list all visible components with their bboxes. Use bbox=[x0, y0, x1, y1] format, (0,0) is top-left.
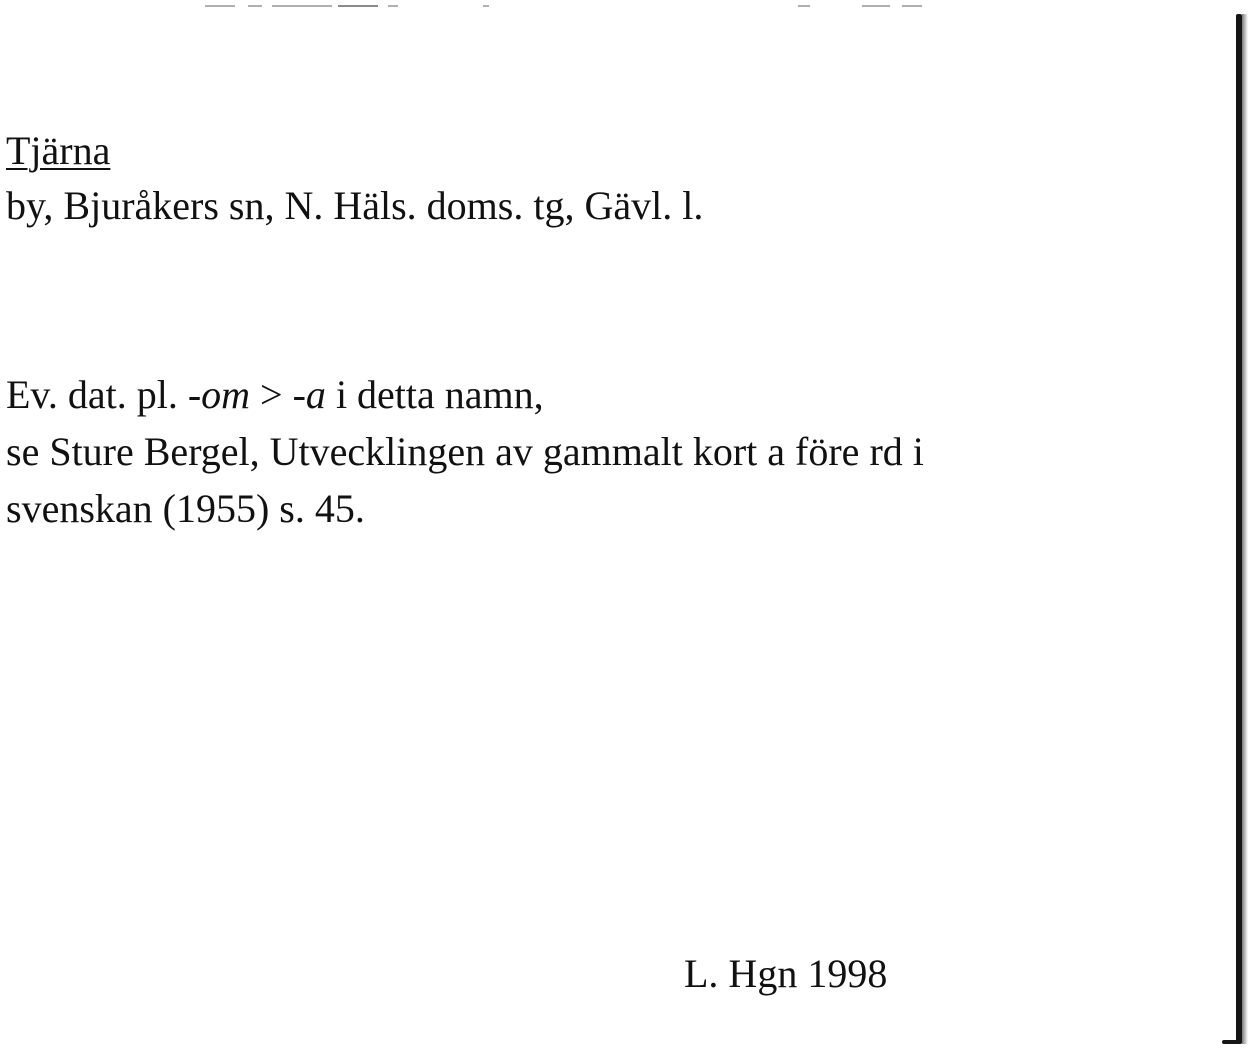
note-text: i detta namn, bbox=[325, 372, 544, 417]
card-edge-shadow bbox=[1242, 14, 1248, 1044]
note-italic-suffix: -a bbox=[292, 372, 326, 417]
note-text: > bbox=[250, 372, 293, 417]
scan-artifacts bbox=[0, 0, 1255, 10]
card-corner bbox=[1222, 1040, 1242, 1044]
note-line-1 bbox=[6, 366, 924, 423]
card-right-edge bbox=[1236, 14, 1242, 1044]
etymology-note bbox=[6, 366, 924, 537]
signature: L. Hgn 1998 bbox=[684, 951, 888, 996]
headword: Tjärna bbox=[6, 128, 111, 173]
note-line-2: se Sture Bergel, Utvecklingen av gammalt kort a före rd i bbox=[6, 429, 924, 474]
note-text: Ev. dat. pl. bbox=[6, 372, 188, 417]
note-line-3: svenskan (1955) s. 45. bbox=[6, 486, 365, 531]
note-italic-suffix: -om bbox=[187, 372, 251, 417]
location-line: by, Bjuråkers sn, N. Häls. doms. tg, Gävl. l. bbox=[6, 183, 704, 228]
